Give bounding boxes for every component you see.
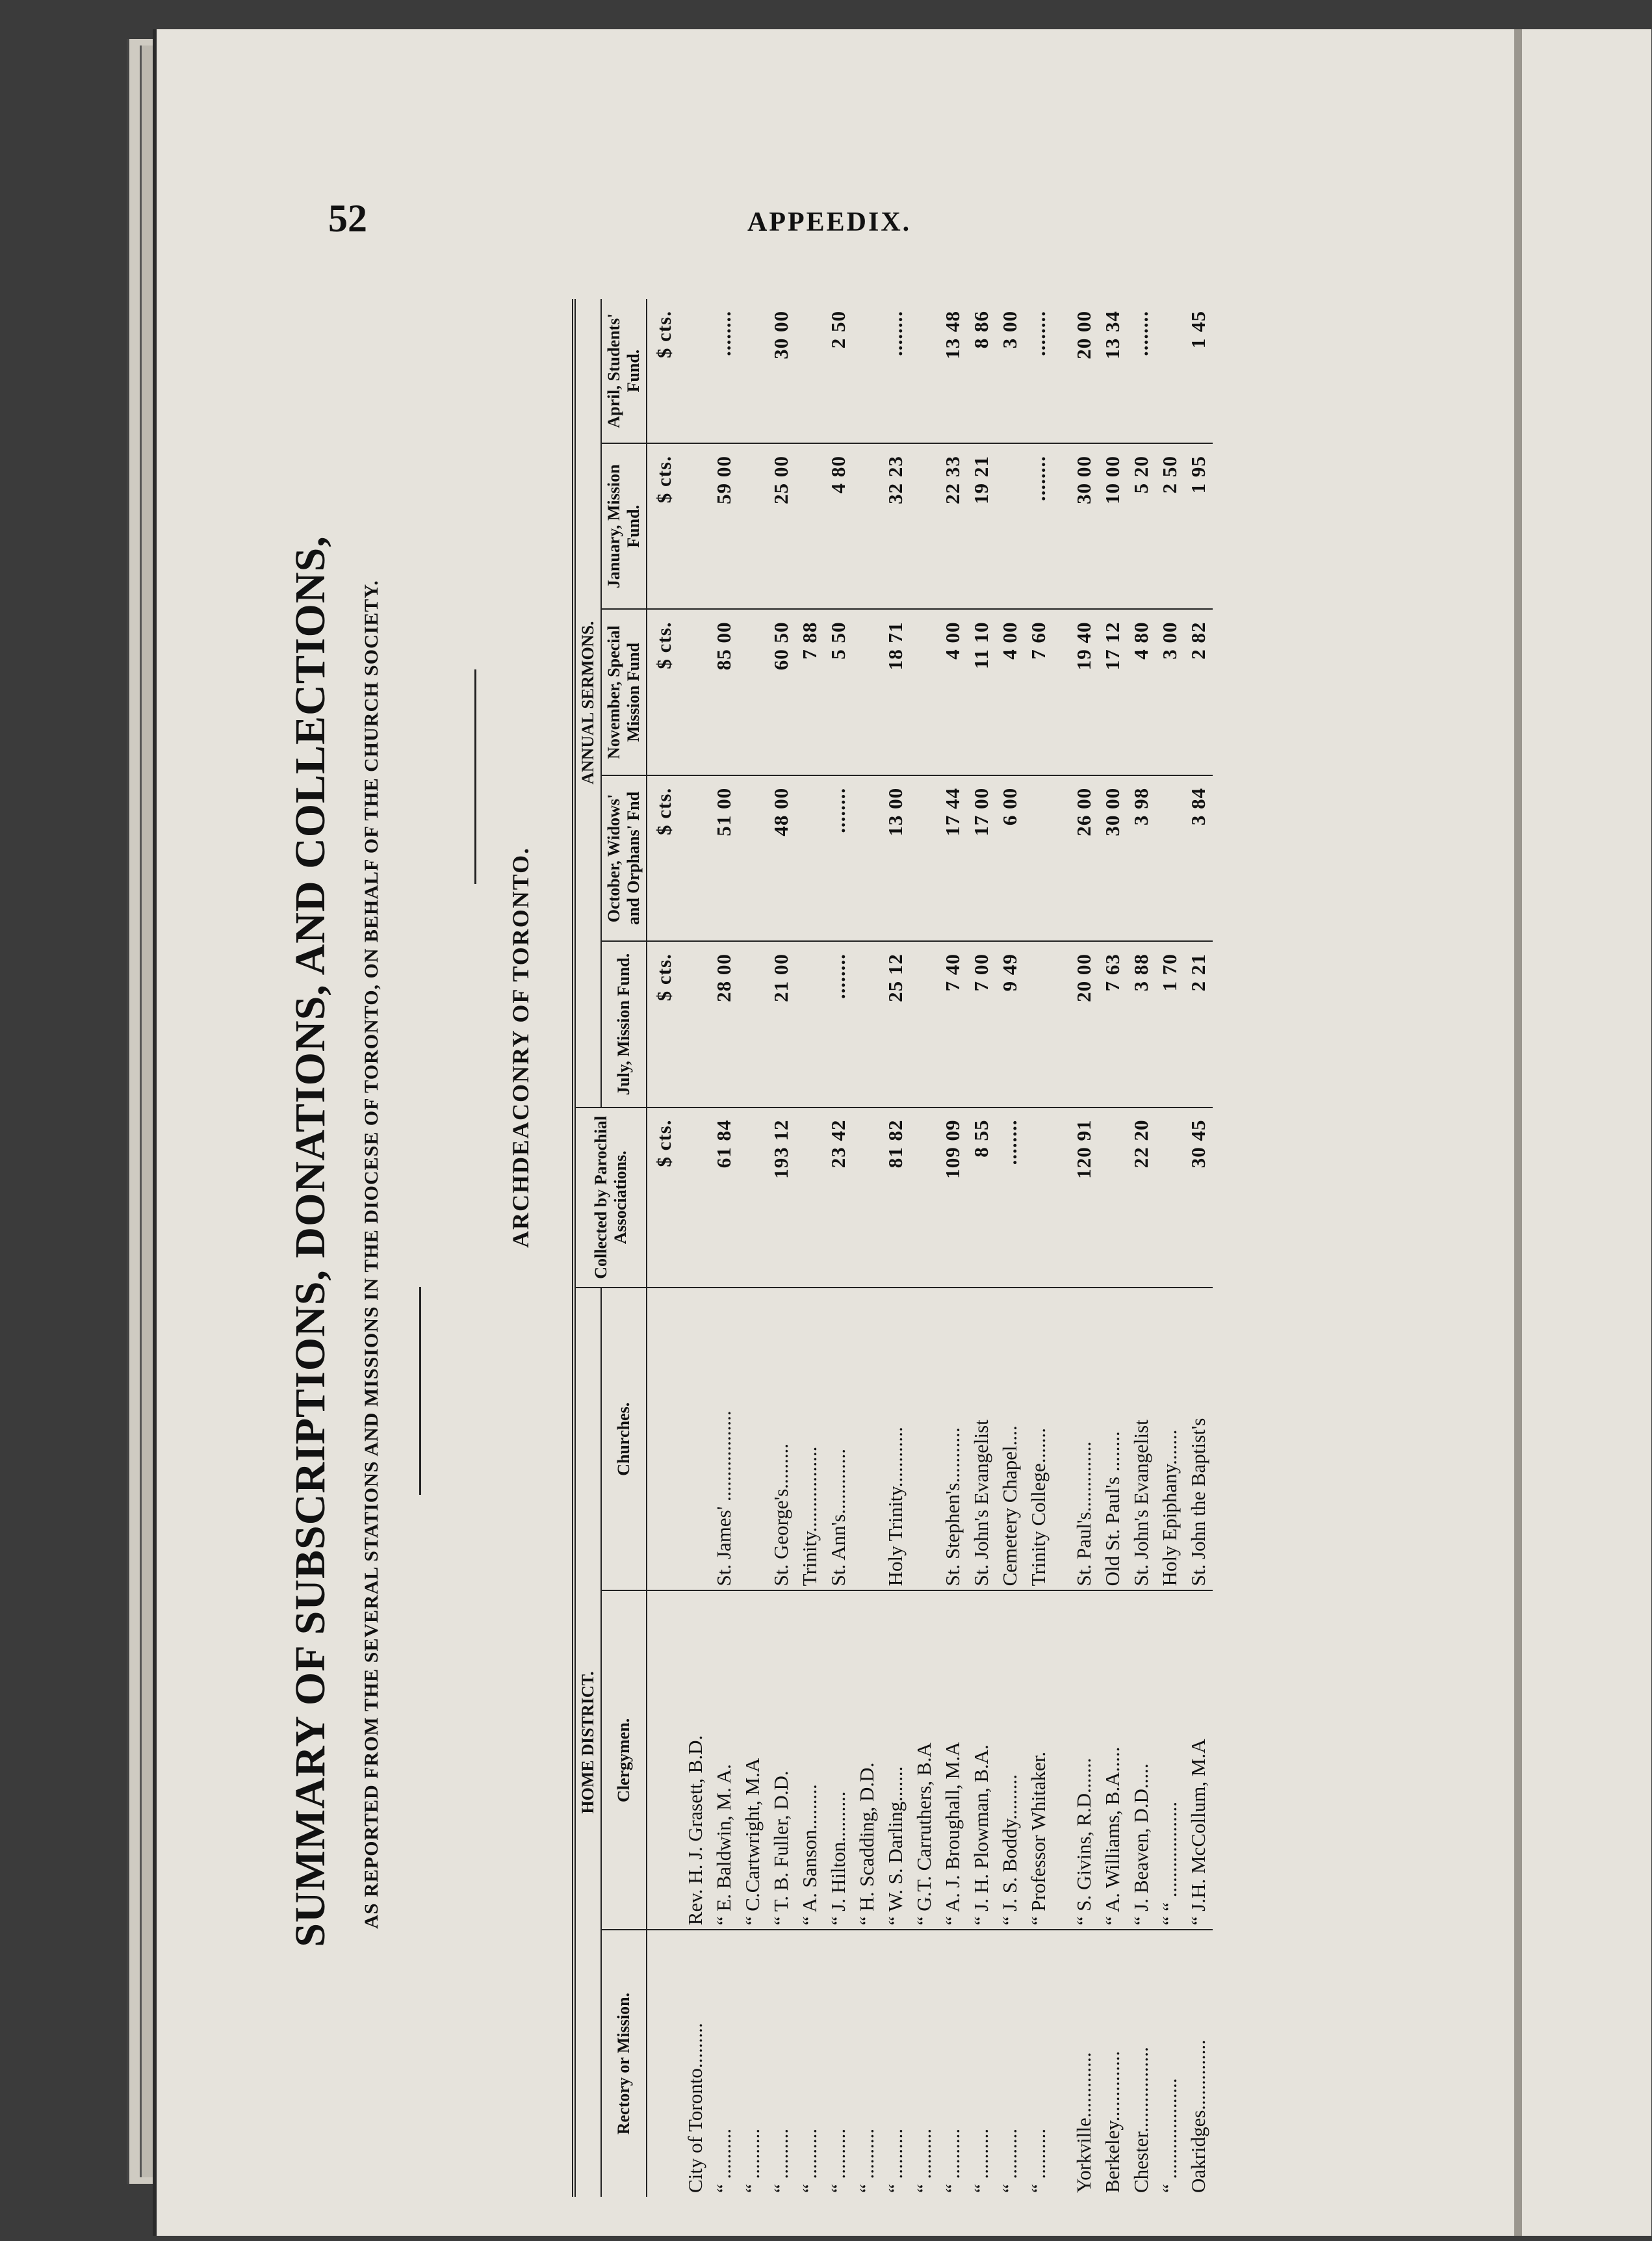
- cell-church: St. Ann's.............: [824, 1288, 853, 1590]
- cell-parochial: [1098, 1108, 1127, 1288]
- cell-rectory: Yorkville.............: [1072, 2052, 1095, 2193]
- cell-november: 4 00: [938, 609, 967, 775]
- table-row: [1024, 299, 1053, 2197]
- running-head: APPEEDIX.: [747, 207, 912, 237]
- cell-november: 7 60: [1024, 609, 1053, 775]
- column-header-october: October, Widows' and Orphans' Fnd: [601, 775, 647, 941]
- annual-sermons-header: ANNUAL SERMONS.: [574, 299, 601, 1108]
- cell-july: 20 00: [1070, 941, 1098, 1107]
- cell-july: [795, 941, 824, 1107]
- cell-parochial: 23 42: [824, 1108, 853, 1288]
- cell-october: [910, 775, 938, 941]
- table-row: [967, 299, 996, 2197]
- table-row: [738, 299, 767, 2197]
- cell-january: 59 00: [710, 443, 738, 609]
- rotated-content: [286, 292, 1313, 2210]
- cell-church: Holy Trinity............: [881, 1288, 910, 1590]
- cell-july: 7 63: [1098, 941, 1127, 1107]
- cell-october: 48 00: [767, 775, 795, 941]
- column-header-january: January, Mission Fund.: [601, 443, 647, 609]
- cell-parochial: [1024, 1108, 1053, 1288]
- section-heading: ARCHDEACONRY OF TORONTO.: [508, 846, 534, 1248]
- cell-clergy: “ J.H. McCollum, M.A: [1184, 1590, 1213, 1930]
- cell-january: 2 50: [1155, 443, 1184, 609]
- cell-october: [1155, 775, 1184, 941]
- table-row: [1127, 299, 1155, 2197]
- cell-october: 6 00: [996, 775, 1024, 941]
- cell-parochial: 8 55: [967, 1108, 996, 1288]
- cell-parochial: 193 12: [767, 1108, 795, 1288]
- cell-july: 2 21: [1184, 941, 1213, 1107]
- column-header-clergymen: Clergymen.: [601, 1590, 647, 1930]
- cell-july: 28 00: [710, 941, 738, 1107]
- cell-april: ........: [710, 299, 738, 443]
- cell-october: [1024, 775, 1053, 941]
- cell-november: 85 00: [710, 609, 738, 775]
- cell-rectory: “ ..........: [712, 2128, 735, 2193]
- cell-clergy: “ A. J. Broughall, M.A: [938, 1590, 967, 1930]
- table-row: [853, 299, 881, 2197]
- cell-april: ........: [881, 299, 910, 443]
- cell-parochial: ........: [996, 1108, 1024, 1288]
- table-row: [681, 299, 710, 2197]
- page-fold: [1514, 29, 1522, 2236]
- cell-clergy: “ A. Sanson.........: [795, 1590, 824, 1930]
- rotated-table-region: [286, 292, 1313, 2210]
- cell-october: ........: [824, 775, 853, 941]
- table-row: [1184, 299, 1213, 2197]
- cell-july: 1 70: [1155, 941, 1184, 1107]
- cell-november: 18 71: [881, 609, 910, 775]
- cell-july: [738, 941, 767, 1107]
- cell-july: [681, 941, 710, 1107]
- column-header-parochial: Collected by Parochial Associations.: [574, 1108, 647, 1288]
- cell-church: [910, 1288, 938, 1590]
- cell-october: [795, 775, 824, 941]
- cell-rectory: “ ..........: [827, 2128, 849, 2193]
- cell-july: [1024, 941, 1053, 1107]
- table-row: [1098, 299, 1127, 2197]
- cell-january: 25 00: [767, 443, 795, 609]
- cell-april: [1155, 299, 1184, 443]
- table-row: [710, 299, 738, 2197]
- cell-october: 26 00: [1070, 775, 1098, 941]
- cell-rectory: “ ..........: [798, 2128, 821, 2193]
- page-number: 52: [328, 197, 367, 240]
- cell-october: [738, 775, 767, 941]
- cell-november: [681, 609, 710, 775]
- cell-church: St. Paul's..............: [1070, 1288, 1098, 1590]
- table-subtitle: AS REPORTED FROM THE SEVERAL STATIONS AND MISSIONS IN THE DIOCESE OF TORONTO, ON BEHALF OF THE CHURCH SOCIETY.: [361, 580, 382, 1929]
- cell-november: 4 80: [1127, 609, 1155, 775]
- cell-april: 30 00: [767, 299, 795, 443]
- cell-rectory: “ ..........: [884, 2128, 907, 2193]
- cell-april: 3 00: [996, 299, 1024, 443]
- cell-rectory: “ ..........: [970, 2128, 992, 2193]
- cell-october: 3 98: [1127, 775, 1155, 941]
- cell-parochial: [795, 1108, 824, 1288]
- cell-october: 3 84: [1184, 775, 1213, 941]
- cell-clergy: “ H. Scadding, D.D.: [853, 1590, 881, 1930]
- cell-october: 13 00: [881, 775, 910, 941]
- cell-november: 5 50: [824, 609, 853, 775]
- cell-april: 1 45: [1184, 299, 1213, 443]
- cell-church: St. George's.........: [767, 1288, 795, 1590]
- cell-april: ........: [1127, 299, 1155, 443]
- cell-church: St. Stephen's...........: [938, 1288, 967, 1590]
- cell-church: Cemetery Chapel....: [996, 1288, 1024, 1590]
- cell-november: 7 88: [795, 609, 824, 775]
- cell-rectory: Oakridges..............: [1187, 2040, 1209, 2193]
- cell-july: 3 88: [1127, 941, 1155, 1107]
- cell-april: [681, 299, 710, 443]
- cell-clergy: “ A. Williams, B.A.....: [1098, 1590, 1127, 1930]
- cell-parochial: [853, 1108, 881, 1288]
- cell-parochial: 81 82: [881, 1108, 910, 1288]
- cell-july: 7 40: [938, 941, 967, 1107]
- cell-october: 51 00: [710, 775, 738, 941]
- cell-clergy: “ “ ...................: [1155, 1590, 1184, 1930]
- cell-rectory: “ ..........: [1027, 2128, 1050, 2193]
- cell-clergy: “ J. S. Boddy.........: [996, 1590, 1024, 1930]
- cell-november: [738, 609, 767, 775]
- unit-label: $ cts.: [647, 775, 681, 941]
- cell-january: 19 21: [967, 443, 996, 609]
- cell-april: 8 86: [967, 299, 996, 443]
- table-row: [824, 299, 853, 2197]
- table-row: [795, 299, 824, 2197]
- cell-church: Holy Epiphany.......: [1155, 1288, 1184, 1590]
- cell-july: 25 12: [881, 941, 910, 1107]
- cell-july: [910, 941, 938, 1107]
- cell-church: St. John's Evangelist: [1127, 1288, 1155, 1590]
- cell-rectory: “ ..........: [998, 2128, 1021, 2193]
- table-row: [996, 299, 1024, 2197]
- table-row: [881, 299, 910, 2197]
- cell-parochial: [1155, 1108, 1184, 1288]
- cell-november: 2 82: [1184, 609, 1213, 775]
- cell-april: 13 48: [938, 299, 967, 443]
- cell-rectory: Chester.................: [1129, 2047, 1152, 2193]
- cell-november: 60 50: [767, 609, 795, 775]
- column-header-rectory: Rectory or Mission.: [601, 1930, 647, 2197]
- cell-october: 17 00: [967, 775, 996, 941]
- cell-church: Trinity.................: [795, 1288, 824, 1590]
- unit-label: $ cts.: [647, 443, 681, 609]
- cell-rectory: Berkeley..............: [1101, 2051, 1124, 2193]
- cell-july: ........: [824, 941, 853, 1107]
- cell-clergy: “ C.Cartwright, M.A: [738, 1590, 767, 1930]
- cell-april: [853, 299, 881, 443]
- cell-clergy: “ J. H. Plowman, B.A.: [967, 1590, 996, 1930]
- table-row: [910, 299, 938, 2197]
- cell-january: 22 33: [938, 443, 967, 609]
- cell-april: 2 50: [824, 299, 853, 443]
- cell-october: 30 00: [1098, 775, 1127, 941]
- cell-january: [795, 443, 824, 609]
- cell-april: ........: [1024, 299, 1053, 443]
- cell-january: [853, 443, 881, 609]
- cell-clergy: “ Professor Whitaker.: [1024, 1590, 1053, 1930]
- cell-july: 21 00: [767, 941, 795, 1107]
- cell-church: Trinity College.......: [1024, 1288, 1053, 1590]
- cell-clergy: “ E. Baldwin, M. A.: [710, 1590, 738, 1930]
- cell-july: 7 00: [967, 941, 996, 1107]
- cell-parochial: [738, 1108, 767, 1288]
- cell-july: 9 49: [996, 941, 1024, 1107]
- unit-label: $ cts.: [647, 1108, 681, 1288]
- cell-april: [738, 299, 767, 443]
- cell-january: [681, 443, 710, 609]
- cell-clergy: “ J. Hilton..........: [824, 1590, 853, 1930]
- row-gap: [1053, 299, 1070, 2197]
- cell-november: 11 10: [967, 609, 996, 775]
- cell-church: St. James' ..................: [710, 1288, 738, 1590]
- cell-parochial: [910, 1108, 938, 1288]
- cell-november: 19 40: [1070, 609, 1098, 775]
- cell-clergy: “ J. Beaven, D.D.....: [1127, 1590, 1155, 1930]
- rule: [474, 669, 476, 884]
- cell-rectory: “ ..........: [912, 2128, 935, 2193]
- cell-parochial: 30 45: [1184, 1108, 1213, 1288]
- cell-clergy: Rev. H. J. Grasett, B.D.: [681, 1590, 710, 1930]
- cell-clergy: “ T. B. Fuller, D.D.: [767, 1590, 795, 1930]
- table-title: SUMMARY OF SUBSCRIPTIONS, DONATIONS, AND COLLECTIONS,: [287, 536, 334, 1947]
- table-row: [938, 299, 967, 2197]
- cell-january: [910, 443, 938, 609]
- table-row: [1155, 299, 1184, 2197]
- column-header-april: April, Students' Fund.: [601, 299, 647, 443]
- cell-november: [910, 609, 938, 775]
- cell-clergy: “ W. S. Darling.......: [881, 1590, 910, 1930]
- cell-parochial: 120 91: [1070, 1108, 1098, 1288]
- cell-october: 17 44: [938, 775, 967, 941]
- cell-rectory: “ ..........: [941, 2128, 964, 2193]
- cell-april: [795, 299, 824, 443]
- cell-april: 13 34: [1098, 299, 1127, 443]
- cell-april: [910, 299, 938, 443]
- cell-rectory: “ ....................: [1158, 2078, 1181, 2193]
- district-header: HOME DISTRICT.: [574, 1288, 601, 2197]
- cell-rectory: “ ..........: [769, 2128, 792, 2193]
- cell-rectory: “ ..........: [855, 2128, 878, 2193]
- cell-november: 17 12: [1098, 609, 1127, 775]
- table-row: [767, 299, 795, 2197]
- cell-november: 4 00: [996, 609, 1024, 775]
- cell-november: [853, 609, 881, 775]
- rule: [419, 1287, 421, 1495]
- cell-clergy: “ G.T. Carruthers, B.A: [910, 1590, 938, 1930]
- table-body: [647, 299, 1213, 2197]
- cell-january: 5 20: [1127, 443, 1155, 609]
- cell-parochial: [681, 1108, 710, 1288]
- cell-october: [853, 775, 881, 941]
- cell-january: [738, 443, 767, 609]
- cell-church: [681, 1288, 710, 1590]
- cell-january: 4 80: [824, 443, 853, 609]
- cell-church: [738, 1288, 767, 1590]
- cell-church: Old St. Paul's ........: [1098, 1288, 1127, 1590]
- column-header-november: November, Special Mission Fund: [601, 609, 647, 775]
- column-header-july: July, Mission Fund.: [601, 941, 647, 1107]
- cell-parochial: 61 84: [710, 1108, 738, 1288]
- collections-table: [572, 299, 1213, 2197]
- cell-church: St. John's Evangelist: [967, 1288, 996, 1590]
- unit-label: $ cts.: [647, 941, 681, 1107]
- cell-clergy: “ S. Givins, R.D.......: [1070, 1590, 1098, 1930]
- cell-january: 10 00: [1098, 443, 1127, 609]
- cell-january: 1 95: [1184, 443, 1213, 609]
- units-row: [647, 299, 681, 2197]
- cell-july: [853, 941, 881, 1107]
- cell-parochial: 109 09: [938, 1108, 967, 1288]
- cell-november: 3 00: [1155, 609, 1184, 775]
- cell-january: [996, 443, 1024, 609]
- cell-january: 32 23: [881, 443, 910, 609]
- unit-label: $ cts.: [647, 609, 681, 775]
- cell-january: ........: [1024, 443, 1053, 609]
- table-row: [1070, 299, 1098, 2197]
- cell-church: St. John the Baptist's: [1184, 1288, 1213, 1590]
- cell-parochial: 22 20: [1127, 1108, 1155, 1288]
- cell-october: [681, 775, 710, 941]
- column-header-churches: Churches.: [601, 1288, 647, 1590]
- cell-april: 20 00: [1070, 299, 1098, 443]
- cell-rectory: City of Toronto.........: [684, 2023, 706, 2193]
- cell-rectory: “ ..........: [741, 2128, 764, 2193]
- cell-january: 30 00: [1070, 443, 1098, 609]
- unit-label: $ cts.: [647, 299, 681, 443]
- cell-church: [853, 1288, 881, 1590]
